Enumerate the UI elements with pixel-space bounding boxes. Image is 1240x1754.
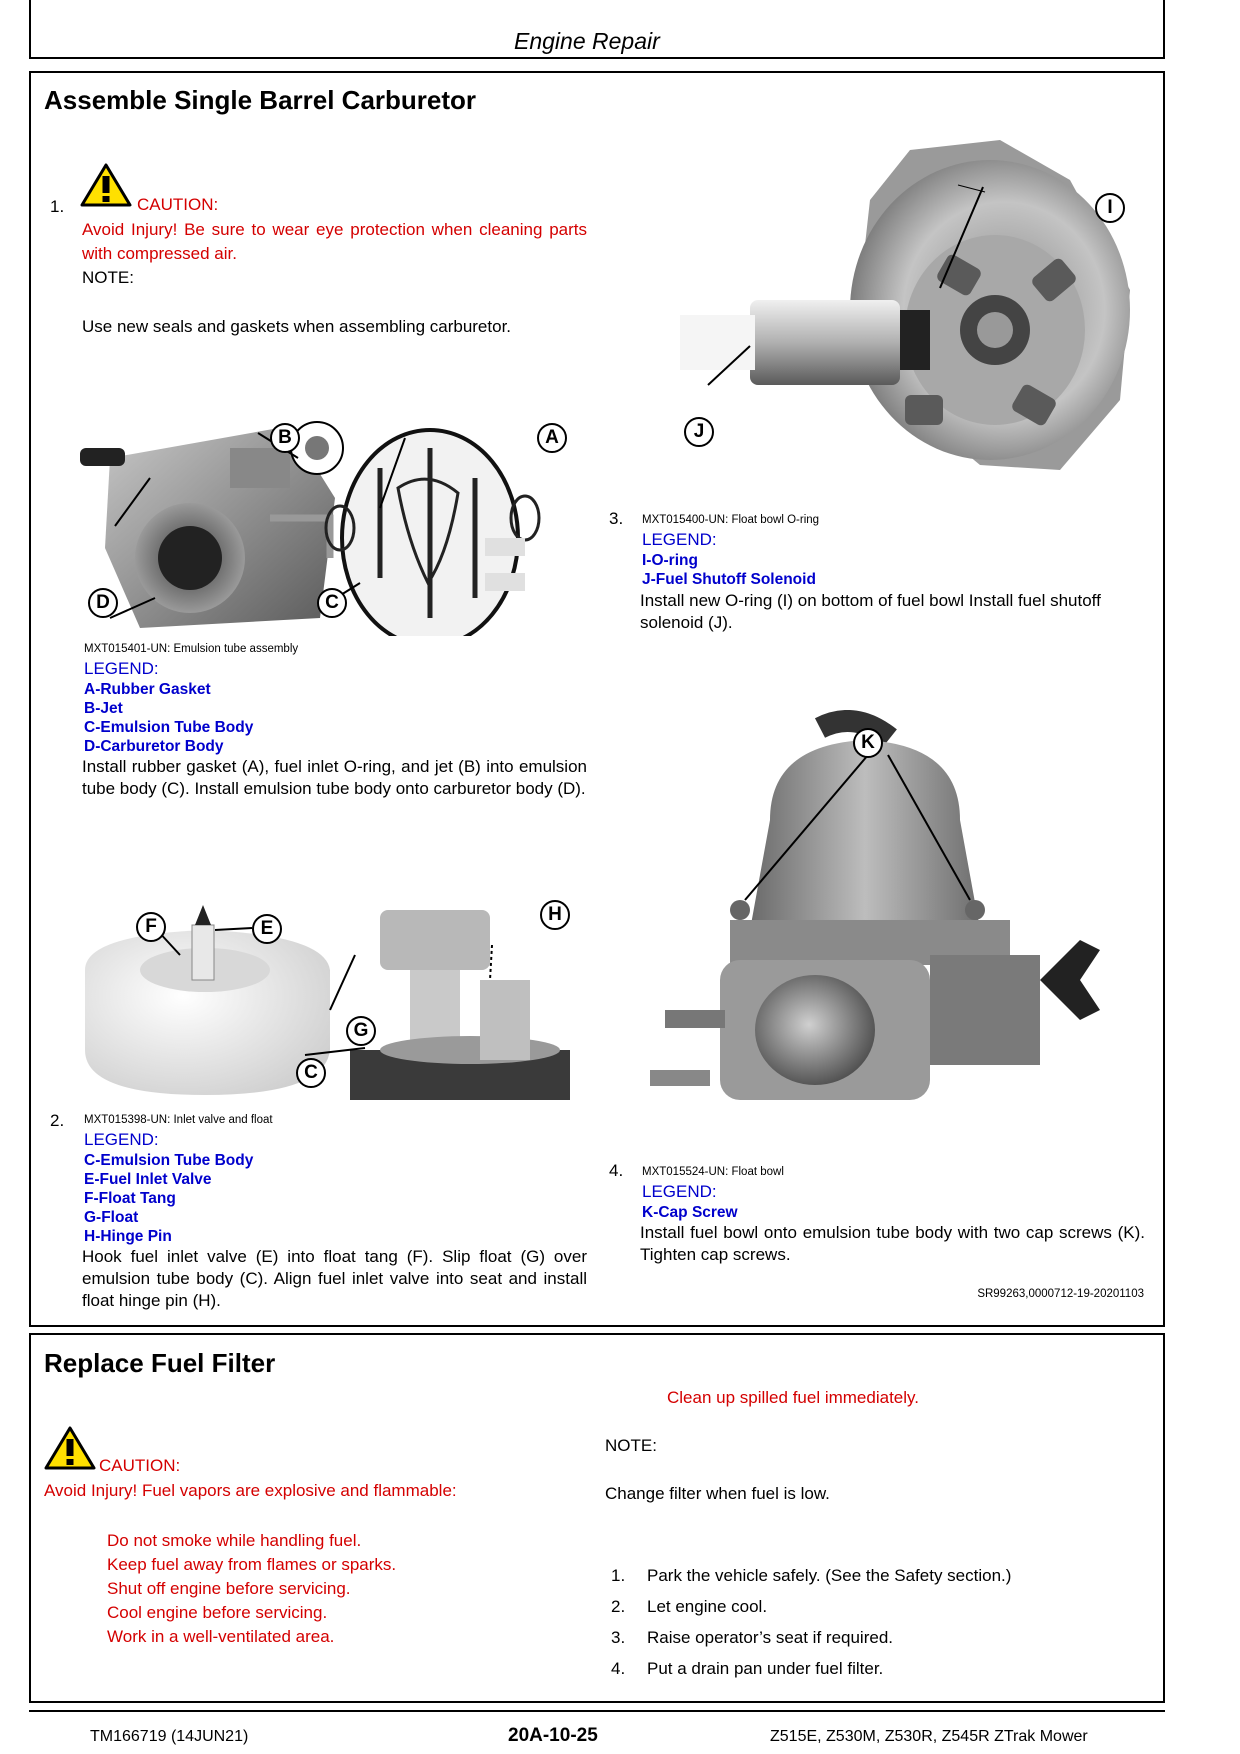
- step-instruction: Install new O-ring (I) on bottom of fuel bowl Install fuel shutoff solenoid (J).: [640, 591, 1101, 632]
- step-text: Park the vehicle safely. (See the Safety section.): [647, 1566, 1012, 1585]
- reference-code: SR99263,0000712-19-20201103: [977, 1288, 1144, 1300]
- callout-a: A: [537, 423, 567, 453]
- inlet-valve-float-photo: [80, 900, 570, 1100]
- step-number: 4.: [611, 1659, 626, 1678]
- figure-caption: MXT015401-UN: Emulsion tube assembly: [84, 643, 299, 655]
- float-bowl-oring-photo: [640, 140, 1140, 505]
- warning-icon: [44, 1425, 96, 1471]
- legend-item: D-Carburetor Body: [84, 738, 224, 755]
- procedure-steps: [605, 1560, 1145, 1684]
- step-number: 2.: [50, 1111, 65, 1130]
- procedure-step: [605, 1560, 1145, 1591]
- legend-item: G-Float: [84, 1209, 139, 1226]
- callout-d: D: [88, 588, 118, 618]
- note-label: NOTE:: [605, 1436, 657, 1455]
- safety-bullet: Work in a well-ventilated area.: [107, 1627, 335, 1646]
- legend-item: J-Fuel Shutoff Solenoid: [642, 571, 816, 588]
- step-number: 1.: [611, 1566, 626, 1585]
- legend-title: LEGEND:: [642, 530, 717, 549]
- safety-bullet: Do not smoke while handling fuel.: [107, 1531, 362, 1550]
- step-number: 2.: [611, 1597, 626, 1616]
- footer-rule: [29, 1710, 1165, 1712]
- figure-caption: MXT015400-UN: Float bowl O-ring: [642, 514, 820, 526]
- step-instruction: Install rubber gasket (A), fuel inlet O-ring, and jet (B) into emulsion tube body (C). Install emulsion tube body onto carburetor body (D).: [82, 757, 587, 798]
- callout-e: E: [252, 914, 282, 944]
- float-bowl-photo: [640, 710, 1130, 1110]
- clean-fuel-text: Clean up spilled fuel immediately.: [667, 1388, 919, 1407]
- caution-label: CAUTION:: [137, 195, 219, 214]
- procedure-step: [605, 1653, 1145, 1684]
- step-number: 1.: [50, 197, 65, 216]
- safety-bullet: Cool engine before servicing.: [107, 1603, 328, 1622]
- footer-models: Z515E, Z530M, Z530R, Z545R ZTrak Mower: [770, 1728, 1088, 1745]
- legend-item: C-Emulsion Tube Body: [84, 1152, 254, 1169]
- procedure-step: [605, 1591, 1145, 1622]
- figure-caption: MXT015398-UN: Inlet valve and float: [84, 1114, 273, 1126]
- legend-title: LEGEND:: [84, 659, 159, 678]
- warning-icon: [80, 162, 132, 208]
- step-number: 3.: [609, 509, 624, 528]
- callout-j: J: [684, 417, 714, 447]
- callout-h: H: [540, 900, 570, 930]
- legend-item: C-Emulsion Tube Body: [84, 719, 254, 736]
- note-label: NOTE:: [82, 268, 134, 287]
- caution-text: Avoid Injury! Be sure to wear eye protection when cleaning parts with compressed air.: [82, 220, 587, 263]
- header-title: Engine Repair: [514, 28, 660, 54]
- caution-label: CAUTION:: [99, 1456, 181, 1475]
- legend-list: [84, 680, 253, 756]
- legend-item: I-O-ring: [642, 552, 698, 569]
- legend-item: K-Cap Screw: [642, 1204, 738, 1221]
- section-title: Assemble Single Barrel Carburetor: [44, 85, 477, 115]
- step-text: Raise operator’s seat if required.: [647, 1628, 894, 1647]
- callout-b: B: [270, 423, 300, 453]
- footer-doc-id: TM166719 (14JUN21): [90, 1728, 249, 1745]
- legend-list: [642, 1203, 738, 1222]
- legend-item: H-Hinge Pin: [84, 1228, 172, 1245]
- legend-item: F-Float Tang: [84, 1190, 176, 1207]
- step-number: 4.: [609, 1161, 624, 1180]
- step-instruction: Install fuel bowl onto emulsion tube body with two cap screws (K). Tighten cap screws.: [640, 1223, 1145, 1264]
- caution-text: Avoid Injury! Fuel vapors are explosive and flammable:: [44, 1481, 457, 1500]
- legend-item: A-Rubber Gasket: [84, 681, 211, 698]
- step-text: Let engine cool.: [647, 1597, 768, 1616]
- legend-item: E-Fuel Inlet Valve: [84, 1171, 212, 1188]
- step-number: 3.: [611, 1628, 626, 1647]
- safety-bullet-list: [107, 1529, 396, 1649]
- callout-c2: C: [296, 1058, 326, 1088]
- safety-bullet: Keep fuel away from flames or sparks.: [107, 1555, 397, 1574]
- figure-caption: MXT015524-UN: Float bowl: [642, 1166, 784, 1178]
- step-text: Put a drain pan under fuel filter.: [647, 1659, 884, 1678]
- legend-list: [642, 551, 816, 589]
- legend-title: LEGEND:: [84, 1130, 159, 1149]
- legend-title: LEGEND:: [642, 1182, 717, 1201]
- legend-list: [84, 1151, 253, 1246]
- legend-item: B-Jet: [84, 700, 123, 717]
- note-text: Change filter when fuel is low.: [605, 1484, 830, 1503]
- callout-k: K: [853, 728, 883, 758]
- callout-i: I: [1095, 193, 1125, 223]
- note-text: Use new seals and gaskets when assembling carburetor.: [82, 317, 512, 336]
- procedure-step: [605, 1622, 1145, 1653]
- callout-c: C: [317, 588, 347, 618]
- section-title: Replace Fuel Filter: [44, 1348, 276, 1378]
- callout-g: G: [346, 1016, 376, 1046]
- footer-page-number: 20A-10-25: [508, 1725, 598, 1746]
- callout-f: F: [136, 912, 166, 942]
- safety-bullet: Shut off engine before servicing.: [107, 1579, 351, 1598]
- step-instruction: Hook fuel inlet valve (E) into float tang (F). Slip float (G) over emulsion tube body (C). Align fuel inlet valve into seat and install float hinge pin (H).: [82, 1247, 587, 1310]
- emulsion-tube-assembly-photo: [80, 418, 578, 636]
